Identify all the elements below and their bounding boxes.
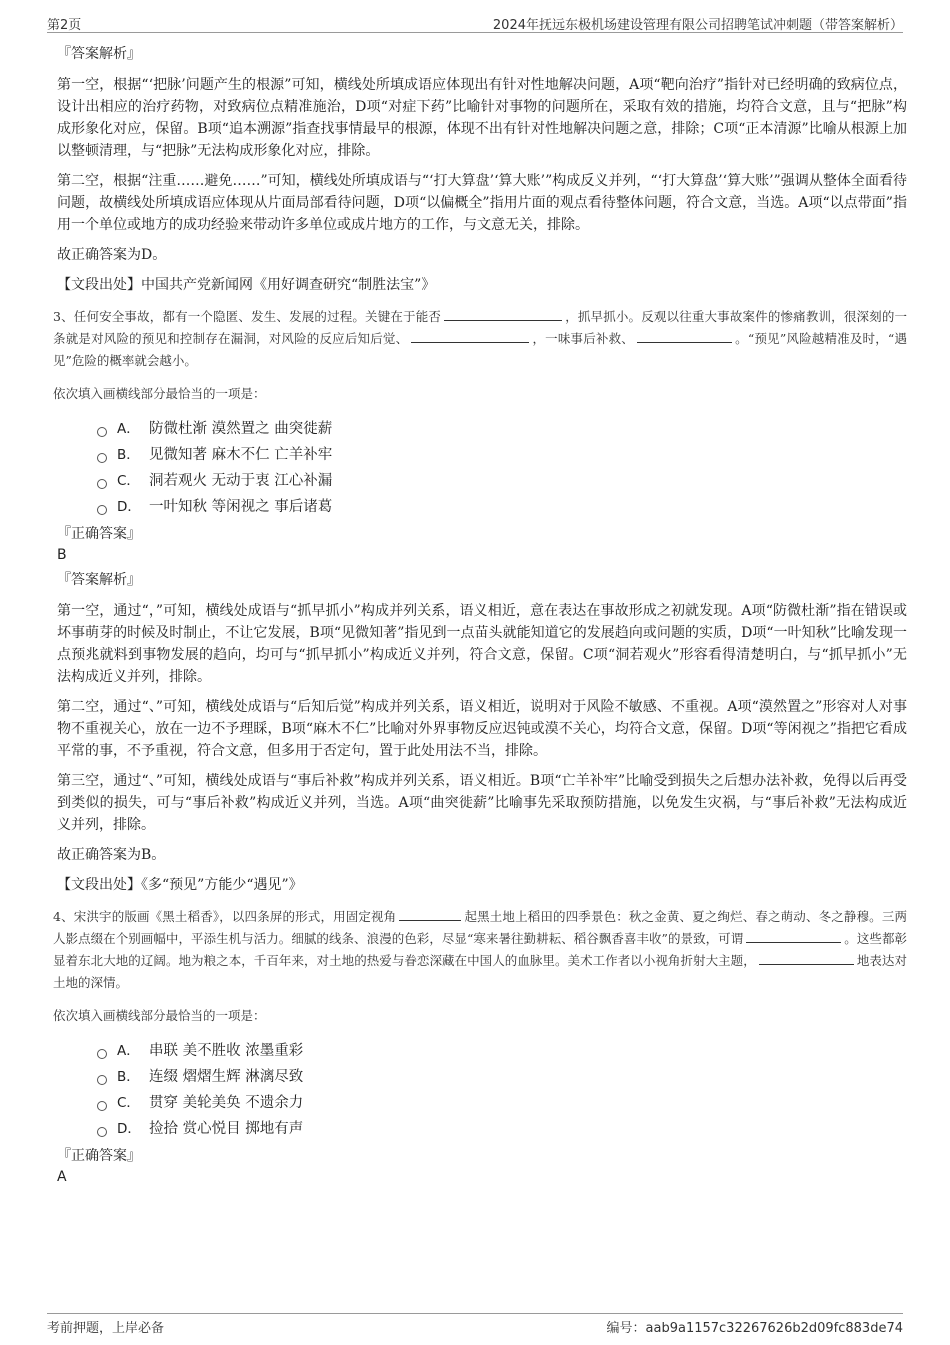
q4-blank-1	[399, 906, 461, 921]
q2-analysis-p1: 第一空，根据“‘把脉’问题产生的根源”可知，横线处所填成语应体现出有针对性地解决问题，A项“靶向治疗”指针对已经明确的致病位点，设计出相应的治疗药物，对致病位点精准施治，D项“对症下药”比喻针对事物的问题所在，采取有效的措施，均符合文意，且与“把脉”构成形象化对应，保留。B项“追本溯源”指查找事情最早的根源，体现不出有针对性地解决问题之意，排除；C项“正本清源”比喻从根源上加以整顿清理，与“把脉”无法构成形象化对应，排除。	[57, 77, 907, 159]
q4-options	[97, 1038, 907, 1142]
radio-icon[interactable]	[97, 453, 107, 463]
radio-icon[interactable]	[97, 1127, 107, 1137]
q4-blank-2	[746, 928, 841, 943]
q3-correct-label: 『正确答案』	[57, 526, 141, 542]
document-title: 2024年抚远东极机场建设管理有限公司招聘笔试冲刺题（带答案解析）	[492, 18, 903, 33]
page-content	[53, 44, 907, 1192]
q4-correct-answer: A	[57, 1169, 67, 1185]
q3-analysis-p1: 第一空，通过“，”可知，横线处成语与“抓早抓小”构成并列关系，语义相近，意在表达在事故形成之初就发现。A项“防微杜渐”指在错误或坏事萌芽的时候及时制止，不让它发展，B项“见微知著”指见到一点苗头就能知道它的发展趋向或问题的实质，D项“一叶知秋”比喻发现一点预兆就料到事物发展的趋向，均可与“抓早抓小”构成近义并列，符合文意，保留。C项“洞若观火”形容看得清楚明白，与“抓早抓小”无法构成近义并列，排除。	[57, 603, 907, 685]
q4-correct-label: 『正确答案』	[57, 1148, 141, 1164]
radio-icon[interactable]	[97, 1075, 107, 1085]
q3-options	[97, 416, 907, 520]
q4-option-d[interactable]: D． 捡拾 赏心悦目 掷地有声	[97, 1116, 907, 1142]
q3-analysis-label: 『答案解析』	[57, 572, 141, 588]
q4-blank-3	[759, 950, 854, 965]
q3-analysis-p3: 第三空，通过“、”可知，横线处成语与“事后补救”构成并列关系，语义相近。B项“亡羊补牢”比喻受到损失之后想办法补救，免得以后再受到类似的损失，可与“事后补救”构成近义并列，当选。A项“曲突徙薪”比喻事先采取预防措施，以免发生灾祸，与“事后补救”无法构成近义并列，排除。	[57, 773, 907, 833]
q3-option-c[interactable]: C． 洞若观火 无动于衷 江心补漏	[97, 468, 907, 494]
q3-stem: 3、任何安全事故，都有一个隐匿、发生、发展的过程。关键在于能否 ，抓早抓小。反观以往重大事故案件的惨痛教训，很深刻的一条就是对风险的预见和控制存在漏洞，对风险的反应后知后觉、 ，一味事后补救、 。“预见”风险越精准及时，“遇见”危险的概率就会越小。	[53, 306, 907, 372]
q3-correct-answer: B	[57, 547, 67, 563]
q4-option-c[interactable]: C． 贯穿 美轮美奂 不遗余力	[97, 1090, 907, 1116]
page-header	[47, 10, 903, 33]
page-number: 第2页	[47, 18, 82, 33]
q3-option-b[interactable]: B． 见微知著 麻木不仁 亡羊补牢	[97, 442, 907, 468]
q2-conclusion: 故正确答案为D。	[57, 247, 167, 263]
radio-icon[interactable]	[97, 427, 107, 437]
q4-option-a[interactable]: A． 串联 美不胜收 浓墨重彩	[97, 1038, 907, 1064]
q4-option-b[interactable]: B． 连缀 熠熠生辉 淋漓尽致	[97, 1064, 907, 1090]
q3-blank-1	[444, 306, 562, 321]
page-footer	[47, 1313, 903, 1334]
footer-code: 编号：aab9a1157c32267626b2d09fc883de74	[606, 1321, 903, 1336]
radio-icon[interactable]	[97, 505, 107, 515]
q3-analysis-p2: 第二空，通过“、”可知，横线处成语与“后知后觉”构成并列关系，语义相近，说明对于风险不敏感、不重视。A项“漠然置之”形容对人对事物不重视关心，放在一边不予理睬，B项“麻木不仁”比喻对外界事物反应迟钝或漠不关心，均符合文意，保留。D项“等闲视之”指把它看成平常的事，不予重视，符合文意，但多用于否定句，置于此处用法不当，排除。	[57, 699, 907, 759]
q3-blank-3	[637, 328, 732, 343]
radio-icon[interactable]	[97, 1049, 107, 1059]
q2-source: 【文段出处】中国共产党新闻网《用好调查研究“制胜法宝”》	[57, 277, 436, 293]
footer-slogan: 考前押题，上岸必备	[47, 1321, 165, 1336]
q3-blank-2	[411, 328, 529, 343]
q3-option-d[interactable]: D． 一叶知秋 等闲视之 事后诸葛	[97, 494, 907, 520]
q2-analysis-label: 『答案解析』	[57, 46, 141, 62]
q3-option-a[interactable]: A． 防微杜渐 漠然置之 曲突徙薪	[97, 416, 907, 442]
q2-analysis-p2: 第二空，根据“注重……避免……”可知，横线处所填成语与“‘打大算盘’‘算大账’”构成反义并列，“‘打大算盘’‘算大账’”强调从整体全面看待问题，故横线处所填成语应体现从片面局部看待问题，D项“以偏概全”指用片面的观点看待整体问题，符合文意，当选。A项“以点带面”指用一个单位或地方的成功经验来带动许多单位或成片地方的工作，与文意无关，排除。	[57, 173, 907, 233]
radio-icon[interactable]	[97, 479, 107, 489]
q4-prompt: 依次填入画横线部分最恰当的一项是：	[53, 1008, 266, 1023]
q3-prompt: 依次填入画横线部分最恰当的一项是：	[53, 386, 266, 401]
q3-conclusion: 故正确答案为B。	[57, 847, 166, 863]
radio-icon[interactable]	[97, 1101, 107, 1111]
q3-source: 【文段出处】《多“预见”方能少“遇见”》	[57, 877, 303, 893]
q4-stem: 4、宋洪宇的版画《黑土稻香》，以四条屏的形式，用固定视角 起黑土地上稻田的四季景色：秋之金黄、夏之绚烂、春之萌动、冬之静穆。三两人影点缀在个别画幅中，平添生机与活力。细腻的线条、浪漫的色彩，尽显“寒来暑往勤耕耘、稻谷飘香喜丰收”的景致，可谓 。这些都彰显着东北大地的辽阔。地为粮之本，千百年来，对土地的热爱与眷恋深藏在中国人的血脉里。美术工作者以小视角折射大主题， 地表达对土地的深情。	[53, 906, 907, 994]
